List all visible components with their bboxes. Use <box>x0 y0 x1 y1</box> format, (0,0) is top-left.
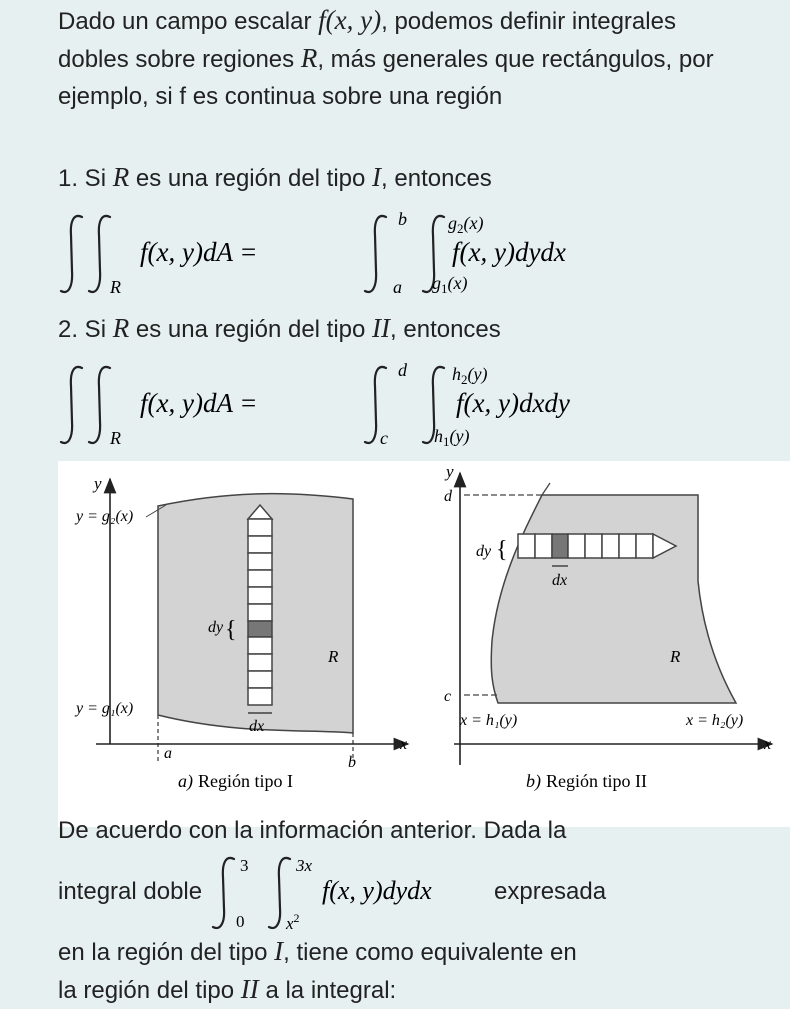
question-lower: 0 <box>236 912 245 931</box>
region-label-2: R <box>670 647 681 666</box>
region-type-1-diagram <box>74 474 408 792</box>
b-label: b <box>348 754 356 771</box>
dy-label-2: dy <box>476 543 492 560</box>
bottom-curve-label: y = g₁(x) <box>76 700 134 717</box>
vertical-strip <box>248 505 272 705</box>
item-1-region: R <box>112 162 130 192</box>
intro-paragraph <box>58 2 748 115</box>
item-2-suffix: , entonces <box>390 316 501 343</box>
integral-sign-2 <box>89 216 110 292</box>
intro-text-2: , podemos definir integrales dobles sobre regiones <box>58 8 676 73</box>
a-label: a <box>164 745 172 762</box>
item-2 <box>58 313 501 345</box>
intro-function: f(x, y) <box>318 5 382 35</box>
curve-top-ext <box>542 483 550 495</box>
formula-1-right: f(x, y)dydx <box>452 237 566 267</box>
line-4-text-a: la región del tipo <box>58 977 241 1004</box>
region-figure <box>58 461 790 827</box>
question-inner-lower: $x^2$ <box>286 911 300 933</box>
formula-2-inner-lower: $h_1(y)$ <box>434 426 470 449</box>
formula-type-1 <box>56 205 676 310</box>
line-3-text-a: en la región del tipo <box>58 939 275 966</box>
x-label-1: x <box>400 736 408 753</box>
x-label-2: x <box>764 736 772 753</box>
line-4-type: II <box>240 974 259 1004</box>
formula-1-inner-lower: $g_1(x)$ <box>432 273 468 296</box>
dy-label-1: dy <box>208 619 224 636</box>
dy-brace-1: { <box>225 617 237 643</box>
horizontal-strip <box>518 534 676 558</box>
formula-2-right: f(x, y)dxdy <box>456 388 570 418</box>
y-label-2: y <box>446 462 454 481</box>
question-inner-upper: 3x <box>296 856 313 875</box>
item-2-middle: es una región del tipo <box>129 316 373 343</box>
formula-1-upper: b <box>398 209 407 229</box>
y-label-1: y <box>94 474 102 493</box>
question-integrand: f(x, y)dydx <box>322 876 432 905</box>
item-1-middle: es una región del tipo <box>129 165 373 192</box>
top-curve-label: y = g₂(x) <box>76 508 134 525</box>
left-curve-label: x = h₁(y) <box>460 712 518 729</box>
item-1-prefix: 1. Si <box>58 165 113 192</box>
formula-1-sub-R: R <box>110 277 121 297</box>
integral-sign-1 <box>61 216 82 292</box>
line-3-type: I <box>274 936 284 966</box>
item-2-region: R <box>112 313 130 343</box>
dx-label-2: dx <box>552 572 568 589</box>
formula-1-left: f(x, y)dA = <box>140 237 258 267</box>
integral-sign-3 <box>365 216 386 292</box>
dy-brace-2: { <box>496 537 508 563</box>
d-label: d <box>444 488 452 505</box>
caption-1: a) Región tipo I <box>178 771 293 791</box>
integral-sign-6 <box>89 367 110 443</box>
item-1-type: I <box>372 162 382 192</box>
formula-type-2 <box>56 356 676 461</box>
item-1-suffix: , entonces <box>381 165 492 192</box>
question-line-1: De acuerdo con la información anterior. Dada la <box>58 817 567 844</box>
right-curve-label: x = h₂(y) <box>686 712 744 729</box>
question-integral <box>208 849 498 933</box>
formula-2-upper: d <box>398 360 407 380</box>
region-type-2-diagram <box>444 462 772 792</box>
question-paragraph <box>58 812 758 1009</box>
formula-2-lower: c <box>380 428 388 448</box>
question-upper: 3 <box>240 856 249 875</box>
formula-2-inner-upper: $h_2(y)$ <box>452 364 488 387</box>
line-3-text-b: , tiene como equivalente en <box>283 939 577 966</box>
question-line-2 <box>58 849 758 933</box>
integral-prefix: integral doble <box>58 878 203 905</box>
region-label-1: R <box>328 647 339 666</box>
intro-text-1: Dado un campo escalar <box>58 8 319 35</box>
line-4-text-b: a la integral: <box>258 977 397 1004</box>
c-label: c <box>444 688 452 705</box>
question-line-3 <box>58 933 758 971</box>
integral-sign-9 <box>213 858 234 928</box>
integral-suffix: expresada <box>494 878 607 905</box>
caption-2: b) Región tipo II <box>526 771 647 791</box>
formula-1-inner-upper: $g_2(x)$ <box>448 213 484 236</box>
item-2-type: II <box>372 313 391 343</box>
integral-sign-5 <box>61 367 82 443</box>
intro-region: R <box>300 43 318 73</box>
dx-label-1: dx <box>249 718 265 735</box>
item-1 <box>58 162 492 194</box>
intro-text-3: , más generales que rectángulos, por ejemplo, si f es continua sobre una región <box>58 46 714 110</box>
question-line-4 <box>58 971 758 1009</box>
formula-2-left: f(x, y)dA = <box>140 388 258 418</box>
formula-1-lower: a <box>393 277 402 297</box>
region-2-shape <box>491 495 736 703</box>
formula-2-sub-R: R <box>110 428 121 448</box>
item-2-prefix: 2. Si <box>58 316 113 343</box>
